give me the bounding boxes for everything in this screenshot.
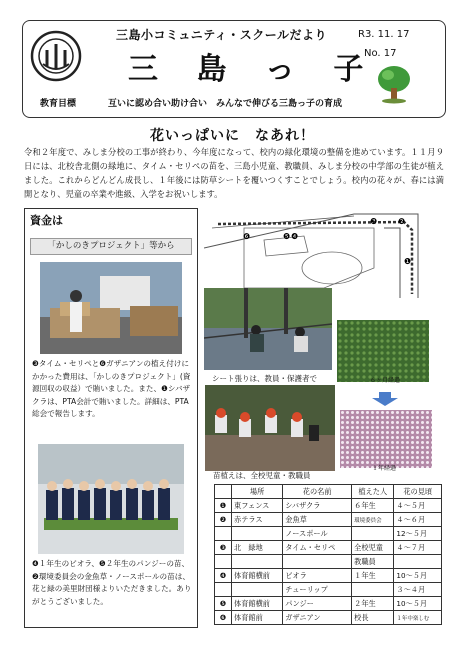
table-cell: ４～７月: [394, 541, 442, 555]
table-header: 場所: [232, 485, 283, 499]
table-cell: [215, 583, 232, 597]
issue-number: No. 17: [364, 48, 397, 59]
table-cell: [394, 555, 442, 569]
table-row: [215, 597, 442, 611]
education-goal-text: 互いに認め合い助け合い みんなで伸びる三島っ子の育成: [108, 99, 343, 109]
students-group-photo: [38, 444, 184, 554]
tree-icon: [376, 64, 412, 104]
table-cell: 金魚草: [283, 513, 352, 527]
table-cell: [232, 583, 283, 597]
table-cell: チューリップ: [283, 583, 352, 597]
project-tag: 「かしのきプロジェクト」等から: [30, 238, 192, 255]
table-cell: 10～５月: [394, 597, 442, 611]
six-months-photo: [337, 320, 429, 382]
table-cell: ビオラ: [283, 569, 352, 583]
table-cell: 10～５月: [394, 569, 442, 583]
table-cell: 体育館前: [232, 611, 283, 625]
table-cell: 体育館横前: [232, 597, 283, 611]
table-cell: 教職員: [352, 555, 394, 569]
arrow-down-icon: [372, 392, 398, 406]
table-cell: [215, 555, 232, 569]
table-cell: ❻: [215, 611, 232, 625]
table-row: [215, 527, 442, 541]
table-cell: 北 緑地: [232, 541, 283, 555]
table-row: [215, 583, 442, 597]
table-row: [215, 569, 442, 583]
table-cell: [232, 555, 283, 569]
map-marker-2: ❷: [398, 217, 406, 226]
newsletter-title: 三 島 っ 子: [128, 52, 378, 87]
table-cell: ❺: [215, 597, 232, 611]
table-row: [215, 513, 442, 527]
table-row: [215, 541, 442, 555]
table-header-row: [215, 485, 442, 499]
table-cell: ❷: [215, 513, 232, 527]
map-marker-6: ❻: [243, 232, 251, 241]
table-header: 花の名前: [283, 485, 352, 499]
table-cell: ノースポール: [283, 527, 352, 541]
table-row: [215, 611, 442, 625]
funds-title: 資金は: [30, 214, 63, 227]
issue-date: R3. 11. 17: [358, 29, 410, 40]
map-marker-5: ❺: [283, 232, 291, 241]
article-headline: 花いっぱいに なあれ！: [150, 128, 315, 144]
table-cell: タイム・セリペ: [283, 541, 352, 555]
funds-text-2: ❹１年生のビオラ、❺２年生のパンジーの苗、❷環境委員会の金魚草・ノースポールの苗は、花と緑の美里財団様よりいただきました。ありがとうございました。: [32, 559, 192, 606]
map-marker-3: ❸: [370, 217, 378, 226]
table-cell: 環境委員会: [352, 513, 394, 527]
funds-text-1: ❸タイム・セリペと❻ガザニアンの植え付けにかかった費用は、「かしのきプロジェクト」(資源回収の収益）で賄いました。また、❶シバザクラは、PTA会計で賄いました。詳細は、PTA総会で報告します。: [32, 359, 191, 418]
education-goal-label: 教育目標: [40, 99, 77, 109]
map-marker-4: ❹: [291, 232, 299, 241]
school-emblem-icon: [30, 30, 82, 82]
table-cell: ４～６月: [394, 513, 442, 527]
table-cell: 体育館横前: [232, 569, 283, 583]
table-cell: 東フェンス: [232, 499, 283, 513]
table-cell: ６年生: [352, 499, 394, 513]
planting-photo: [205, 385, 335, 471]
map-marker-1: ❶: [404, 257, 412, 266]
caption-six-months: ６ヶ月経過: [370, 377, 401, 384]
table-header: [215, 485, 232, 499]
table-cell: ４～５月: [394, 499, 442, 513]
article-intro: 令和２年度で、みしま分校の工事が終わり、今年度になって、校内の緑化環境の整備を進めています。１１月９日には、北校舎北側の緑地に、タイム・セリペの苗を、三島小児童、教職員、みしま分校の中学部の生徒が植えました。これからどんどん成長し、１年後には防草シートを覆いつくすことでしょう。校内の花々が、春には満開となり、児童の卒業や進級、入学をお祝いします。: [24, 147, 444, 199]
table-cell: [232, 527, 283, 541]
newsletter-subtitle: 三島小コミュニティ・スクールだより: [116, 28, 328, 42]
table-cell: ❸: [215, 541, 232, 555]
caption-planting: 苗植えは、全校児童・教職員: [213, 471, 311, 480]
table-cell: 12～５月: [394, 527, 442, 541]
table-cell: 校長: [352, 611, 394, 625]
table-header: 植えた人: [352, 485, 394, 499]
table-cell: ２年生: [352, 597, 394, 611]
table-header: 花の見頃: [394, 485, 442, 499]
table-cell: 全校児童: [352, 541, 394, 555]
table-cell: シバザクラ: [283, 499, 352, 513]
caption-one-year: １年経過: [372, 465, 397, 472]
table-cell: １年生: [352, 569, 394, 583]
table-cell: [283, 555, 352, 569]
table-cell: ガザニアン: [283, 611, 352, 625]
table-cell: ❹: [215, 569, 232, 583]
sheet-laying-photo: [204, 288, 332, 370]
table-cell: １年中楽しむ: [394, 611, 442, 625]
caption-sheet-laying: シート張りは、教員・保護者で: [212, 374, 317, 383]
table-cell: パンジー: [283, 597, 352, 611]
flower-table: [214, 484, 442, 625]
table-cell: [352, 527, 394, 541]
recycling-collection-photo: [40, 262, 182, 354]
table-row: [215, 499, 442, 513]
table-row: [215, 555, 442, 569]
one-year-photo: [340, 410, 432, 468]
table-cell: ❶: [215, 499, 232, 513]
table-cell: [215, 527, 232, 541]
table-cell: 赤テラス: [232, 513, 283, 527]
table-cell: [352, 583, 394, 597]
table-cell: ３～４月: [394, 583, 442, 597]
